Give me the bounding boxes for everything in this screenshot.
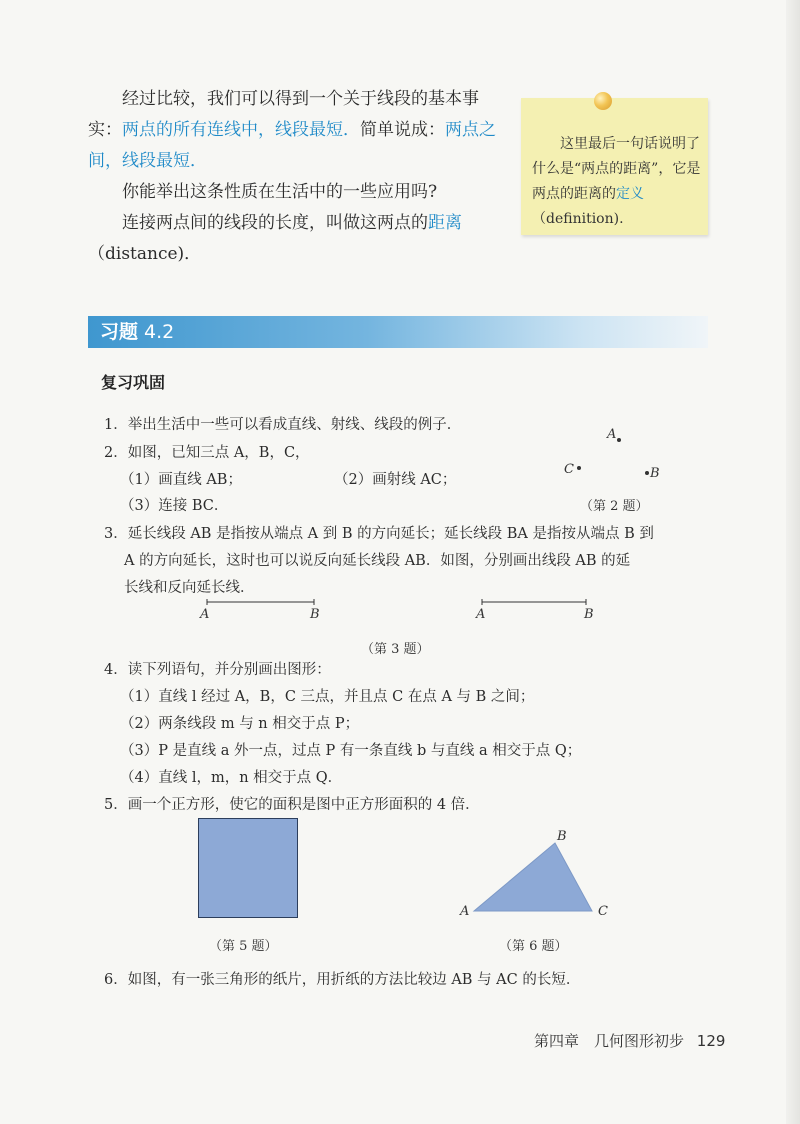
- exercise-2: 2．如图，已知三点 A，B，C，: [104, 445, 310, 461]
- section-title: 复习巩固: [101, 373, 166, 392]
- fig2-caption: （第 2 题）: [580, 499, 649, 514]
- fig2-label-a: A: [607, 427, 617, 442]
- term-distance-2: 离: [445, 213, 462, 233]
- fig5-square: [198, 818, 298, 918]
- fig6-label-c: C: [598, 904, 608, 919]
- fig6-label-a: A: [460, 904, 470, 919]
- sticky-note-text: 这里最后一句话说明了什么是“两点的距离”，它是两点的距离的定义（definition).: [532, 136, 701, 227]
- fig6-triangle-shape: [474, 843, 592, 911]
- page-footer: [534, 1030, 725, 1051]
- fig2-label-b: B: [650, 466, 660, 481]
- fig6-label-b: B: [557, 829, 567, 844]
- exercise-4-part-2: （2）两条线段 m 与 n 相交于点 P；: [120, 716, 360, 732]
- exercise-2-part-3: （3）连接 BC．: [120, 498, 229, 514]
- fig2-point-a: [617, 438, 621, 442]
- intro-paragraph-2: 你能举出这条性质在生活中的一些应用吗?: [122, 182, 438, 202]
- exercise-3-line-2: A 的方向延长，这时也可以说反向延长线段 AB．如图，分别画出线段 AB 的延: [124, 553, 631, 569]
- exercise-2-part-1: （1）画直线 AB；: [120, 472, 242, 488]
- fig3-caption: （第 3 题）: [361, 642, 430, 657]
- note-term: 定义: [616, 186, 644, 202]
- exercise-1: 1．举出生活中一些可以看成直线、射线、线段的例子．: [104, 417, 462, 433]
- fig2-label-c: C: [564, 462, 574, 477]
- page-edge: [786, 0, 800, 1124]
- intro-paragraph-1: 经过比较，我们可以得到一个关于线段的基本事实：两点的所有连线中，线段最短．简单说成：两点之间，线段最短．: [88, 89, 496, 171]
- exercise-banner-title: 习题 4.2: [100, 321, 175, 343]
- exercise-6: 6．如图，有一张三角形的纸片，用折纸的方法比较边 AB 与 AC 的长短．: [104, 972, 581, 988]
- page-number: 129: [696, 1032, 726, 1050]
- exercise-banner: [88, 316, 708, 348]
- intro-text: [88, 84, 498, 270]
- fig2-point-c: [577, 466, 581, 470]
- exercise-3-line-1: 3．延长线段 AB 是指按从端点 A 到 B 的方向延长；延长线段 BA 是指按从端点 B 到: [104, 526, 654, 542]
- pin-icon: [594, 92, 612, 110]
- exercise-4-part-3: （3）P 是直线 a 外一点，过点 P 有一条直线 b 与直线 a 相交于点 Q；: [120, 743, 582, 759]
- exercise-3-line-3: 长线和反向延长线．: [124, 580, 255, 596]
- fig6-triangle: [460, 828, 620, 928]
- fig3-label-b1: B: [310, 607, 320, 622]
- chapter-label: 第四章 几何图形初步: [534, 1032, 685, 1050]
- fig3-label-b2: B: [584, 607, 594, 622]
- fig6-caption: （第 6 题）: [499, 939, 568, 954]
- fig5-caption: （第 5 题）: [209, 939, 278, 954]
- fig3-segments: [190, 596, 610, 626]
- exercise-4-part-4: （4）直线 l，m，n 相交于点 Q．: [120, 770, 343, 786]
- exercise-4-part-1: （1）直线 l 经过 A，B，C 三点，并且点 C 在点 A 与 B 之间；: [120, 689, 535, 705]
- term-distance: 距: [428, 213, 445, 233]
- intro-paragraph-3: 连接两点间的线段的长度，叫做这两点的距离（distance)．: [88, 213, 462, 264]
- exercise-2-part-2: （2）画射线 AC；: [334, 472, 457, 488]
- fig2-point-b: [645, 471, 649, 475]
- exercise-4: 4．读下列语句，并分别画出图形：: [104, 662, 331, 678]
- fact-short-text: 两点之间，线段最短．: [88, 120, 496, 171]
- fig3-label-a1: A: [200, 607, 210, 622]
- exercise-5: 5．画一个正方形，使它的面积是图中正方形面积的 4 倍．: [104, 797, 480, 813]
- fig3-label-a2: A: [476, 607, 486, 622]
- fact-text: 两点的所有连线中，线段最短．: [122, 120, 360, 140]
